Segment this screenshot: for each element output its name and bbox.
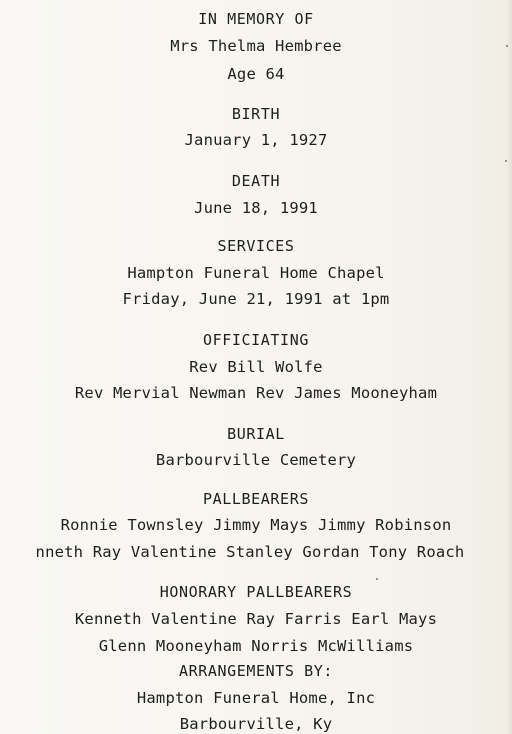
services-location: Hampton Funeral Home Chapel (127, 264, 385, 282)
birth-date: January 1, 1927 (184, 131, 328, 149)
pallbearers-line-1: Ronnie Townsley Jimmy Mays Jimmy Robinson (60, 516, 452, 534)
paper-speck (505, 160, 507, 162)
pallbearers-heading: PALLBEARERS (203, 490, 309, 508)
honorary-pallbearers-line-1: Kenneth Valentine Ray Farris Earl Mays (74, 610, 438, 628)
paper-speck (376, 578, 378, 580)
burial-heading: BURIAL (227, 425, 285, 443)
officiating-heading: OFFICIATING (203, 331, 309, 349)
burial-location: Barbourville Cemetery (155, 451, 357, 469)
arrangements-heading: ARRANGEMENTS BY: (178, 662, 334, 680)
pallbearers-line-2: nneth Ray Valentine Stanley Gordan Tony Roach (35, 543, 465, 561)
death-heading: DEATH (231, 172, 281, 190)
honorary-pallbearers-heading: HONORARY PALLBEARERS (159, 583, 353, 601)
officiating-line-2: Rev Mervial Newman Rev James Mooneyham (74, 384, 438, 402)
arrangements-line-1: Hampton Funeral Home, Inc (136, 689, 376, 707)
deceased-age: Age 64 (227, 65, 285, 83)
arrangements-line-2: Barbourville, Ky (179, 715, 333, 733)
services-datetime: Friday, June 21, 1991 at 1pm (122, 290, 390, 308)
in-memory-heading: IN MEMORY OF (198, 10, 314, 28)
paper-edge-shadow (506, 0, 512, 734)
services-heading: SERVICES (217, 237, 295, 255)
officiating-line-1: Rev Bill Wolfe (189, 358, 323, 376)
paper-speck (506, 45, 508, 47)
honorary-pallbearers-line-2: Glenn Mooneyham Norris McWilliams (98, 637, 414, 655)
death-date: June 18, 1991 (194, 199, 318, 217)
birth-heading: BIRTH (231, 105, 281, 123)
deceased-name: Mrs Thelma Hembree (170, 37, 342, 55)
